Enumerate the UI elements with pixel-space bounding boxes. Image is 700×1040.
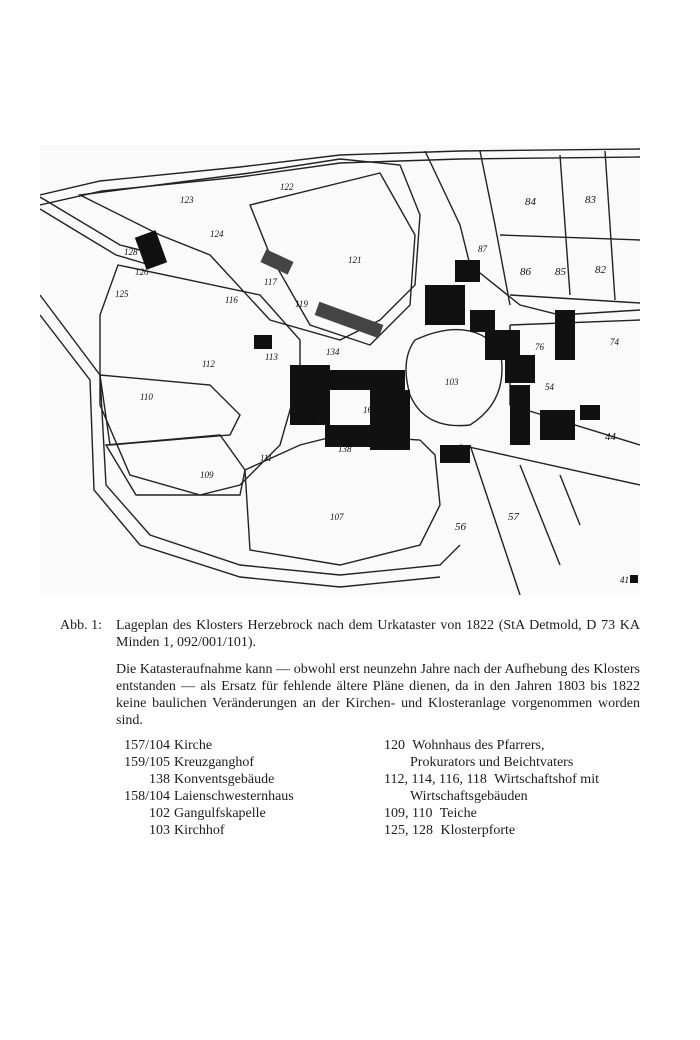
map-label: 85 (555, 266, 566, 278)
legend-text: Wirtschaftshof mit (494, 772, 599, 787)
legend-number: 125, 128 (384, 823, 433, 838)
map-label: 103 (445, 377, 459, 387)
legend-item (116, 737, 366, 754)
legend-item (384, 822, 644, 839)
legend-item (116, 822, 366, 839)
legend-number: 102 (149, 806, 170, 821)
map-label: 165 (363, 405, 377, 415)
map-label: 121 (348, 255, 362, 265)
map-label: 54 (545, 382, 554, 392)
map-label: 76 (535, 342, 544, 352)
map-label: 128 (124, 247, 138, 257)
legend-number: 112, 114, 116, 118 (384, 772, 487, 787)
map-label: 86 (520, 266, 531, 278)
legend-right (384, 737, 644, 839)
map-label: 117 (264, 277, 277, 287)
legend-left (116, 737, 366, 839)
legend-item (384, 771, 644, 788)
map-label: 166 (302, 415, 316, 425)
legend-number: 120 (384, 738, 405, 753)
legend-number: 138 (149, 772, 170, 787)
legend-text: Kreuzganghof (174, 755, 255, 770)
map-label: 124 (210, 229, 224, 239)
caption-label: Abb. 1: (60, 618, 102, 633)
map-label: 41 (620, 575, 629, 585)
map-label: 110 (140, 392, 153, 402)
map-label: 74 (610, 337, 619, 347)
map-label: 56 (455, 521, 466, 533)
map-label: 122 (280, 182, 294, 192)
map-label: 116 (225, 295, 238, 305)
map-label: 44 (605, 431, 616, 443)
map-label: 119 (295, 299, 308, 309)
map-label: 112 (202, 359, 215, 369)
map-label: 57 (508, 511, 519, 523)
legend-text: Klosterpforte (440, 823, 516, 838)
map-label: 87 (478, 244, 487, 254)
legend-number: 159/105 (124, 755, 170, 770)
map-label: 126 (135, 267, 149, 277)
legend-number: 158/104 (124, 789, 170, 804)
caption-description: Die Katasteraufnahme kann — obwohl erst neunzehn Jahre nach der Aufhebung des Klosters entstanden — als Ersatz für fehlende ältere Pläne dienen, da in den Jahren 1803 bis 1822 keine baulichen Veränderungen an der Kirchen- und Klosteranlage vorgenommen worden sind. (116, 662, 640, 728)
map-label: 84 (525, 196, 536, 208)
legend-item (116, 788, 366, 805)
legend-text: Wohnhaus des Pfarrers, (412, 738, 545, 753)
legend-number: 103 (149, 823, 170, 838)
legend-number: 157/104 (124, 738, 170, 753)
cadastral-map (40, 145, 640, 595)
legend-continuation: Wirtschaftsgebäuden (410, 789, 528, 804)
legend-item (116, 754, 366, 771)
map-label: 113 (265, 352, 278, 362)
map-label: 104 (388, 442, 402, 452)
legend-item (116, 805, 366, 822)
legend-text: Gangulfskapelle (174, 806, 266, 821)
legend-continuation: Prokurators und Beichtvaters (410, 755, 574, 770)
legend-number: 109, 110 (384, 806, 433, 821)
legend-item (116, 771, 366, 788)
map-label: 102 (342, 432, 356, 442)
map-drawing (40, 145, 640, 595)
map-label: 107 (330, 512, 344, 522)
map-label: 134 (326, 347, 340, 357)
map-label: 138 (338, 444, 352, 454)
map-label: 83 (585, 194, 596, 206)
map-label: 125 (115, 289, 129, 299)
legend-text: Teiche (439, 806, 477, 821)
legend-text: Laienschwesternhaus (174, 789, 294, 804)
map-label: 123 (180, 195, 194, 205)
legend-text: Kirche (174, 738, 213, 753)
caption-title: Lageplan des Klosters Herzebrock nach dem Urkataster von 1822 (StA Detmold, D 73 KA Minden 1, 092/001/101). (116, 618, 640, 650)
map-label: 111 (260, 453, 273, 463)
legend-item (384, 737, 644, 754)
figure-caption (60, 617, 640, 729)
legend-item (384, 805, 644, 822)
map-label: 82 (595, 264, 606, 276)
legend-text: Kirchhof (174, 823, 225, 838)
map-label: 109 (200, 470, 214, 480)
legend-text: Konventsgebäude (174, 772, 275, 787)
